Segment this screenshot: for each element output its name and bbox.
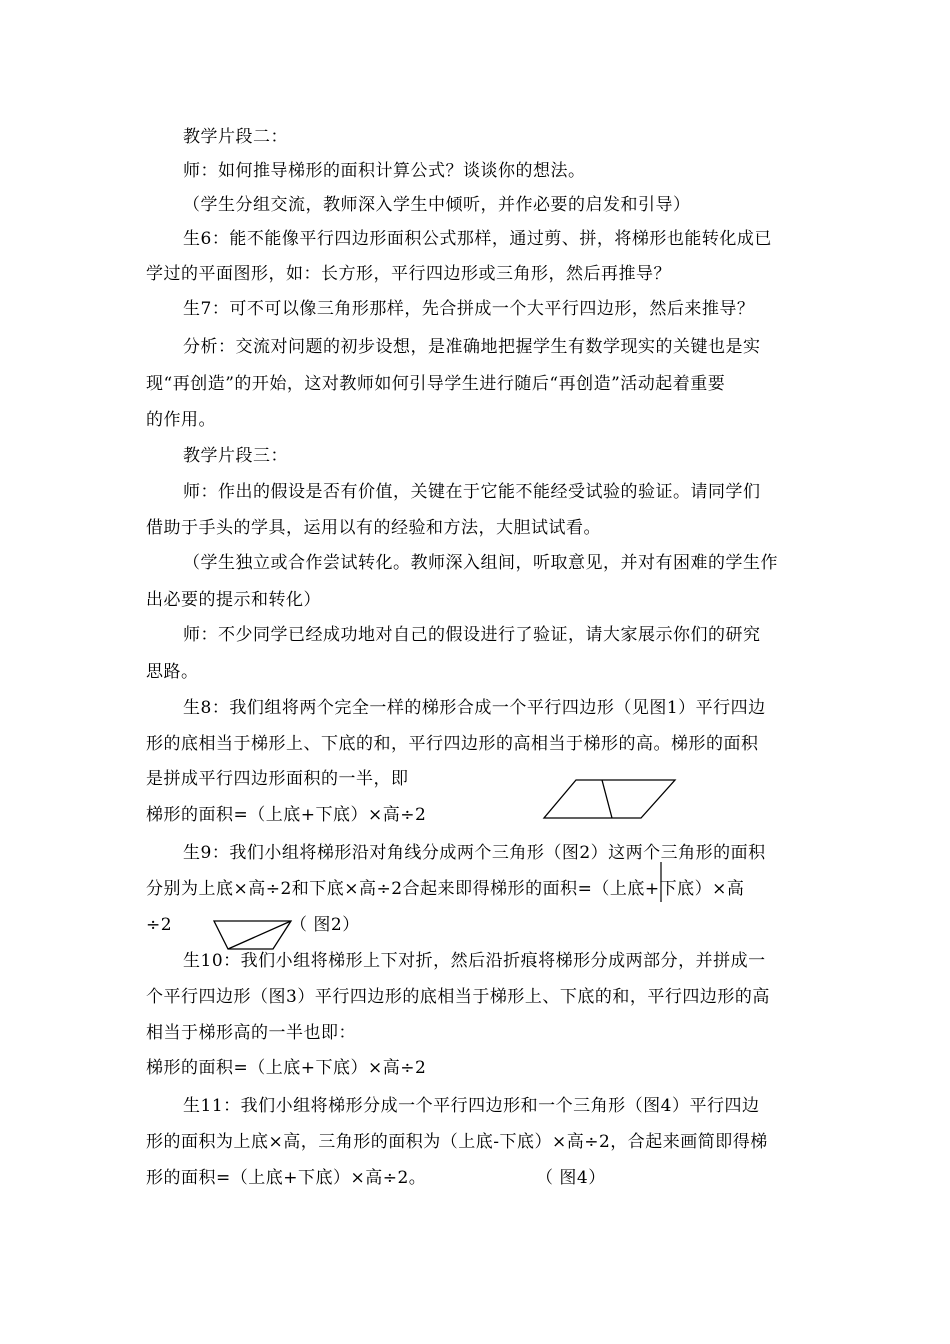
figure-4-caption: （ 图4） bbox=[536, 1168, 606, 1188]
section-heading-three: 教学片段三： bbox=[183, 446, 288, 466]
paragraph-line: 思路。 bbox=[146, 662, 199, 682]
paragraph-line: 生11：我们小组将梯形分成一个平行四边形和一个三角形（图4）平行四边 bbox=[183, 1096, 760, 1116]
paragraph-line: 分别为上底×高÷2和下底×高÷2合起来即得梯形的面积=（上底+下底）×高 bbox=[146, 879, 745, 899]
paragraph-line: 生8：我们组将两个完全一样的梯形合成一个平行四边形（见图1）平行四边 bbox=[183, 698, 766, 718]
paragraph-line: 借助于手头的学具，运用以有的经验和方法，大胆试试看。 bbox=[146, 518, 601, 538]
paragraph-line: ÷2 bbox=[146, 915, 173, 935]
paragraph-line: 生6：能不能像平行四边形面积公式那样，通过剪、拼，将梯形也能转化成已 bbox=[183, 229, 772, 249]
paragraph-line: 生9：我们小组将梯形沿对角线分成两个三角形（图2）这两个三角形的面积 bbox=[183, 843, 766, 863]
paragraph-line: 相当于梯形高的一半也即： bbox=[146, 1023, 356, 1043]
figure-2-trapezoid-diagonal bbox=[213, 918, 293, 952]
figure-2-caption: （ 图2） bbox=[290, 915, 360, 935]
paragraph-line: 形的面积=（上底+下底）×高÷2。 bbox=[146, 1168, 427, 1188]
formula-line: 梯形的面积=（上底+下底）×高÷2 bbox=[146, 1058, 427, 1078]
paragraph-line: 现“再创造”的开始，这对教师如何引导学生进行随后“再创造”活动起着重要 bbox=[146, 374, 726, 394]
paragraph-line: 师：不少同学已经成功地对自己的假设进行了验证，请大家展示你们的研究 bbox=[183, 625, 761, 645]
paragraph-line: 的作用。 bbox=[146, 410, 216, 430]
figure-1-parallelogram bbox=[542, 778, 682, 820]
section-heading-two: 教学片段二： bbox=[183, 127, 288, 147]
paragraph-line: 分析：交流对问题的初步设想，是准确地把握学生有数学现实的关键也是实 bbox=[183, 337, 761, 357]
formula-line: 梯形的面积=（上底+下底）×高÷2 bbox=[146, 805, 427, 825]
paragraph-line: （学生分组交流，教师深入学生中倾听，并作必要的启发和引导） bbox=[183, 195, 691, 215]
paragraph-line: 形的面积为上底×高，三角形的面积为（上底-下底）×高÷2，合起来画简即得梯 bbox=[146, 1132, 768, 1152]
paragraph-line: 师：作出的假设是否有价值，关键在于它能不能经受试验的验证。请同学们 bbox=[183, 482, 761, 502]
paragraph-line: 师：如何推导梯形的面积计算公式？谈谈你的想法。 bbox=[183, 161, 586, 181]
paragraph-line: 是拼成平行四边形面积的一半，即 bbox=[146, 769, 409, 789]
figure-stroke bbox=[659, 862, 663, 902]
paragraph-line: 出必要的提示和转化） bbox=[146, 590, 321, 610]
paragraph-line: 形的底相当于梯形上、下底的和，平行四边形的高相当于梯形的高。梯形的面积 bbox=[146, 734, 759, 754]
paragraph-line: 生7：可不可以像三角形那样，先合拼成一个大平行四边形，然后来推导？ bbox=[183, 299, 755, 319]
paragraph-line: 学过的平面图形，如：长方形，平行四边形或三角形，然后再推导？ bbox=[146, 264, 671, 284]
paragraph-line: 个平行四边形（图3）平行四边形的底相当于梯形上、下底的和，平行四边形的高 bbox=[146, 987, 770, 1007]
paragraph-line: 生10：我们小组将梯形上下对折，然后沿折痕将梯形分成两部分，并拼成一 bbox=[183, 951, 766, 971]
paragraph-line: （学生独立或合作尝试转化。教师深入组间，听取意见，并对有困难的学生作 bbox=[183, 553, 778, 573]
